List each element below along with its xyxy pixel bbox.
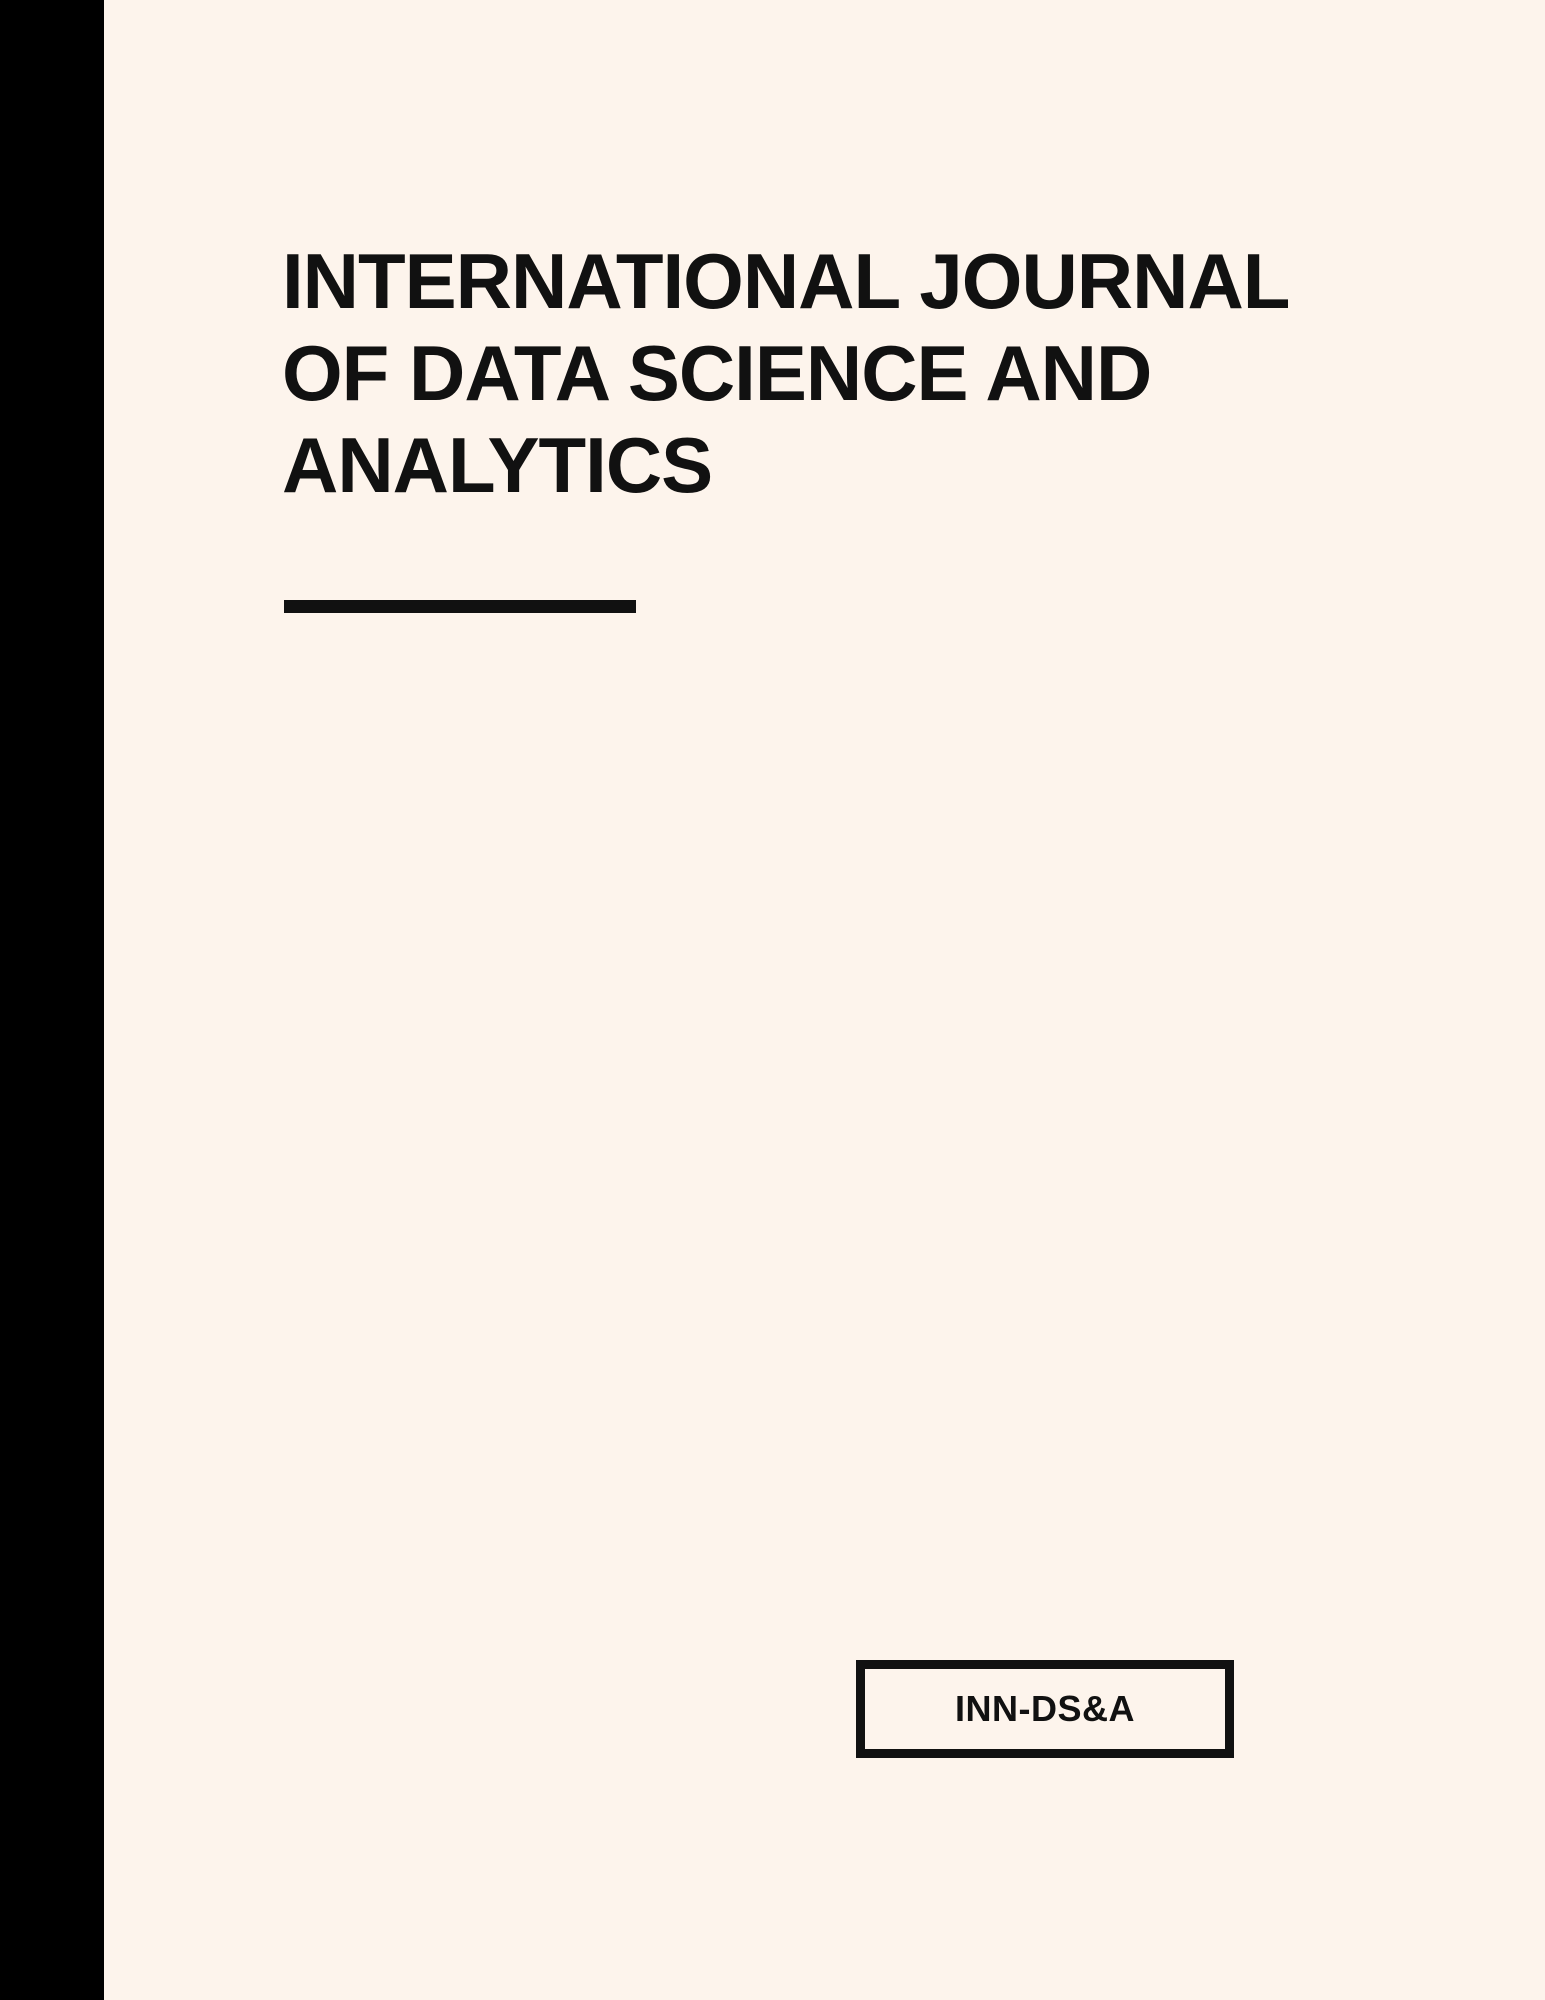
cover-content bbox=[104, 0, 1545, 2000]
title-underline-rule bbox=[284, 600, 636, 613]
journal-abbreviation-badge bbox=[856, 1660, 1234, 1758]
page-title: INTERNATIONAL JOURNAL OF DATA SCIENCE AND ANALYTICS bbox=[282, 237, 1289, 510]
journal-abbreviation-label: INN-DS&A bbox=[955, 1688, 1135, 1729]
cover-spine-bar bbox=[0, 0, 104, 2000]
